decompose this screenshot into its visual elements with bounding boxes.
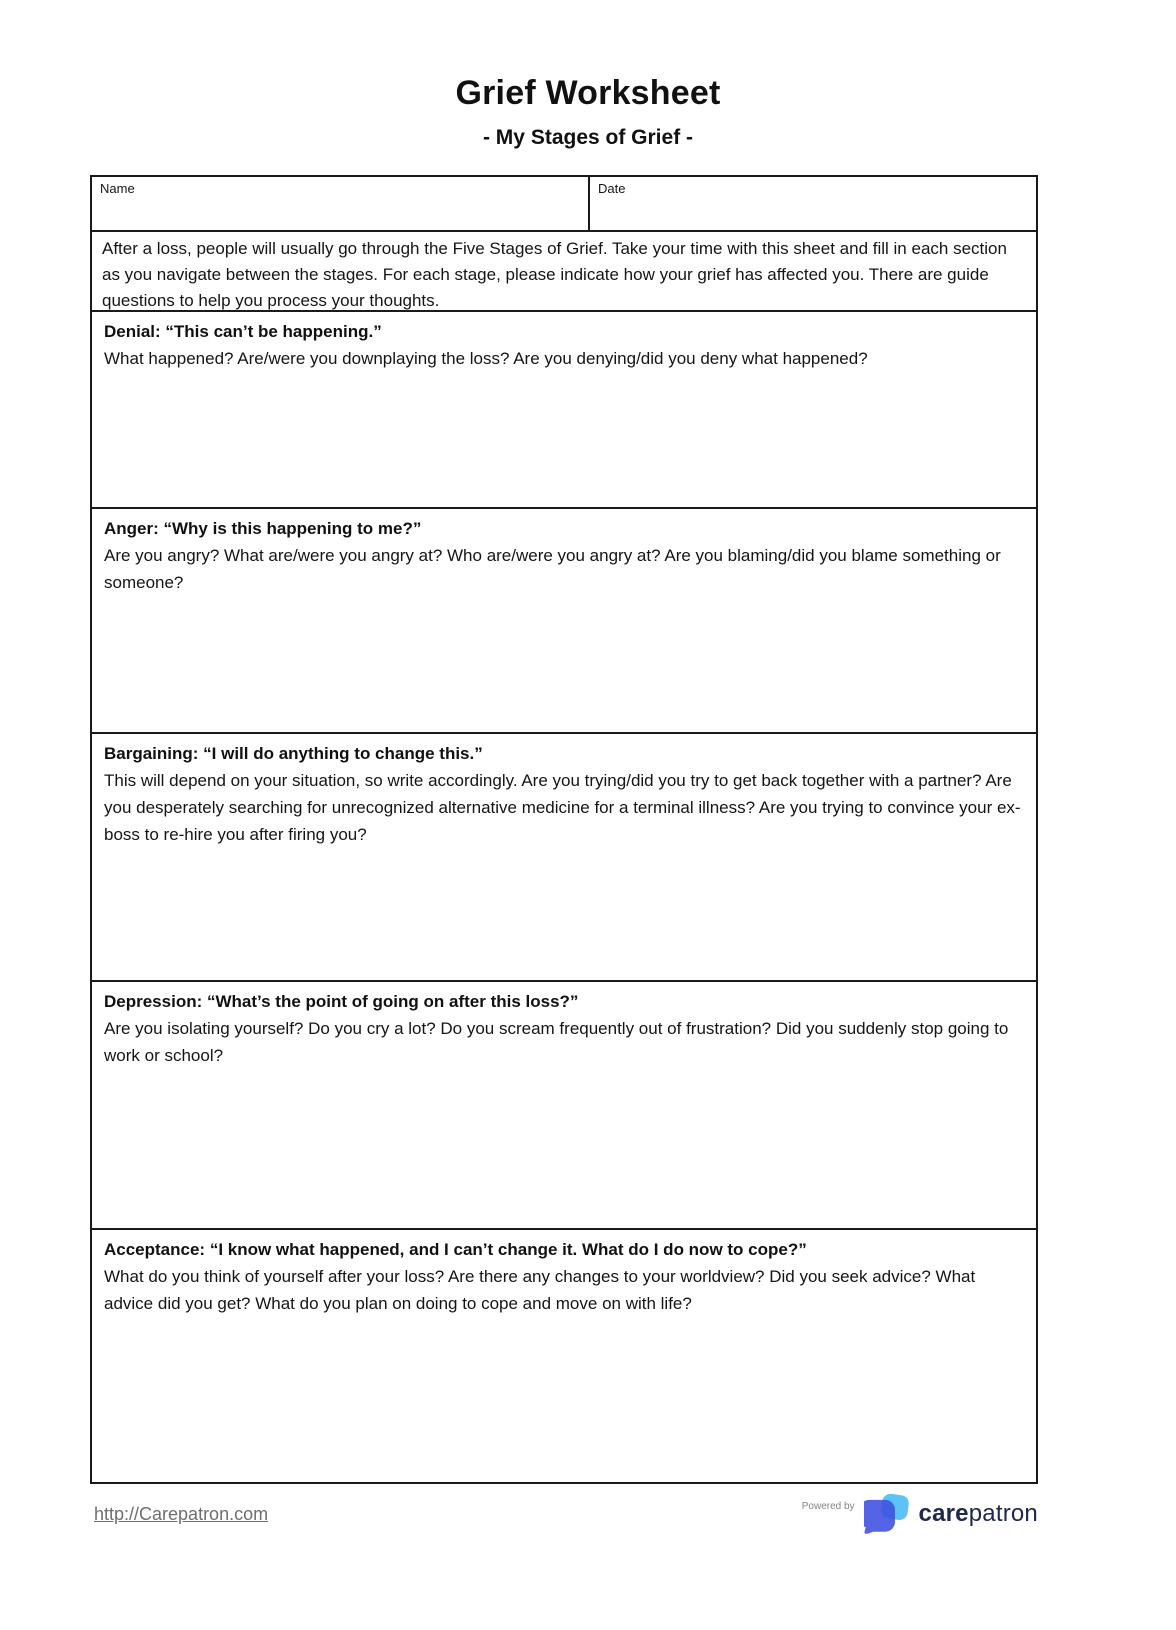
acceptance-answer-area[interactable]	[104, 1317, 1024, 1476]
intro-text: After a loss, people will usually go through the Five Stages of Grief. Take your time with this sheet and fill in each section as you navigate between the stages. For each stage, please indicate how your grief has affected you. There are guide questions to help you process your thoughts.	[92, 232, 1036, 312]
name-date-row	[92, 177, 1036, 232]
page-title: Grief Worksheet	[455, 74, 721, 112]
carepatron-wordmark	[919, 1492, 1038, 1536]
name-field-cell[interactable]	[92, 177, 590, 230]
page-subtitle: - My Stages of Grief -	[482, 126, 694, 149]
date-field-cell[interactable]	[590, 177, 1036, 230]
acceptance-prompt: What do you think of yourself after your loss? Are there any changes to your worldview? Did you seek advice? What advice did you get? What do you plan on doing to cope and move on with life?	[104, 1267, 976, 1313]
section-depression	[92, 982, 1036, 1230]
bargaining-answer-area[interactable]	[104, 848, 1024, 974]
section-denial	[92, 312, 1036, 509]
denial-answer-area[interactable]	[104, 372, 1024, 501]
depression-heading: Depression: “What’s the point of going on after this loss?”	[104, 992, 579, 1011]
section-anger	[92, 509, 1036, 734]
carepatron-logo-icon	[864, 1492, 910, 1536]
section-bargaining	[92, 734, 1036, 982]
brand-bold-text: care	[918, 1500, 969, 1527]
bargaining-prompt: This will depend on your situation, so write accordingly. Are you trying/did you try to get back together with a partner? Are you desperately searching for unrecognized alternative medicine for a terminal illness? Are you trying to convince your ex-boss to re-hire you after firing you?	[104, 771, 1021, 844]
bargaining-heading: Bargaining: “I will do anything to change this.”	[104, 744, 483, 763]
acceptance-heading: Acceptance: “I know what happened, and I can’t change it. What do I do now to cope?”	[104, 1240, 807, 1259]
depression-answer-area[interactable]	[104, 1069, 1024, 1222]
name-label: Name	[100, 181, 135, 196]
anger-prompt: Are you angry? What are/were you angry at? Who are/were you angry at? Are you blaming/did you blame something or someone?	[104, 546, 1001, 592]
anger-heading: Anger: “Why is this happening to me?”	[104, 519, 422, 538]
worksheet-table	[90, 175, 1038, 1484]
date-input[interactable]	[598, 197, 1028, 219]
depression-prompt: Are you isolating yourself? Do you cry a lot? Do you scream frequently out of frustration? Did you suddenly stop going to work or school?	[104, 1019, 1009, 1065]
anger-answer-area[interactable]	[104, 596, 1024, 726]
powered-by-label: Powered by	[801, 1500, 855, 1512]
carepatron-brand-block	[802, 1492, 1038, 1536]
name-input[interactable]	[100, 197, 580, 219]
brand-regular-text: patron	[968, 1500, 1038, 1527]
carepatron-footer-link[interactable]: http://Carepatron.com	[94, 1504, 269, 1524]
date-label: Date	[598, 181, 626, 196]
section-acceptance	[92, 1230, 1036, 1482]
denial-heading: Denial: “This can’t be happening.”	[104, 322, 382, 341]
denial-prompt: What happened? Are/were you downplaying the loss? Are you denying/did you deny what happened?	[104, 349, 868, 368]
